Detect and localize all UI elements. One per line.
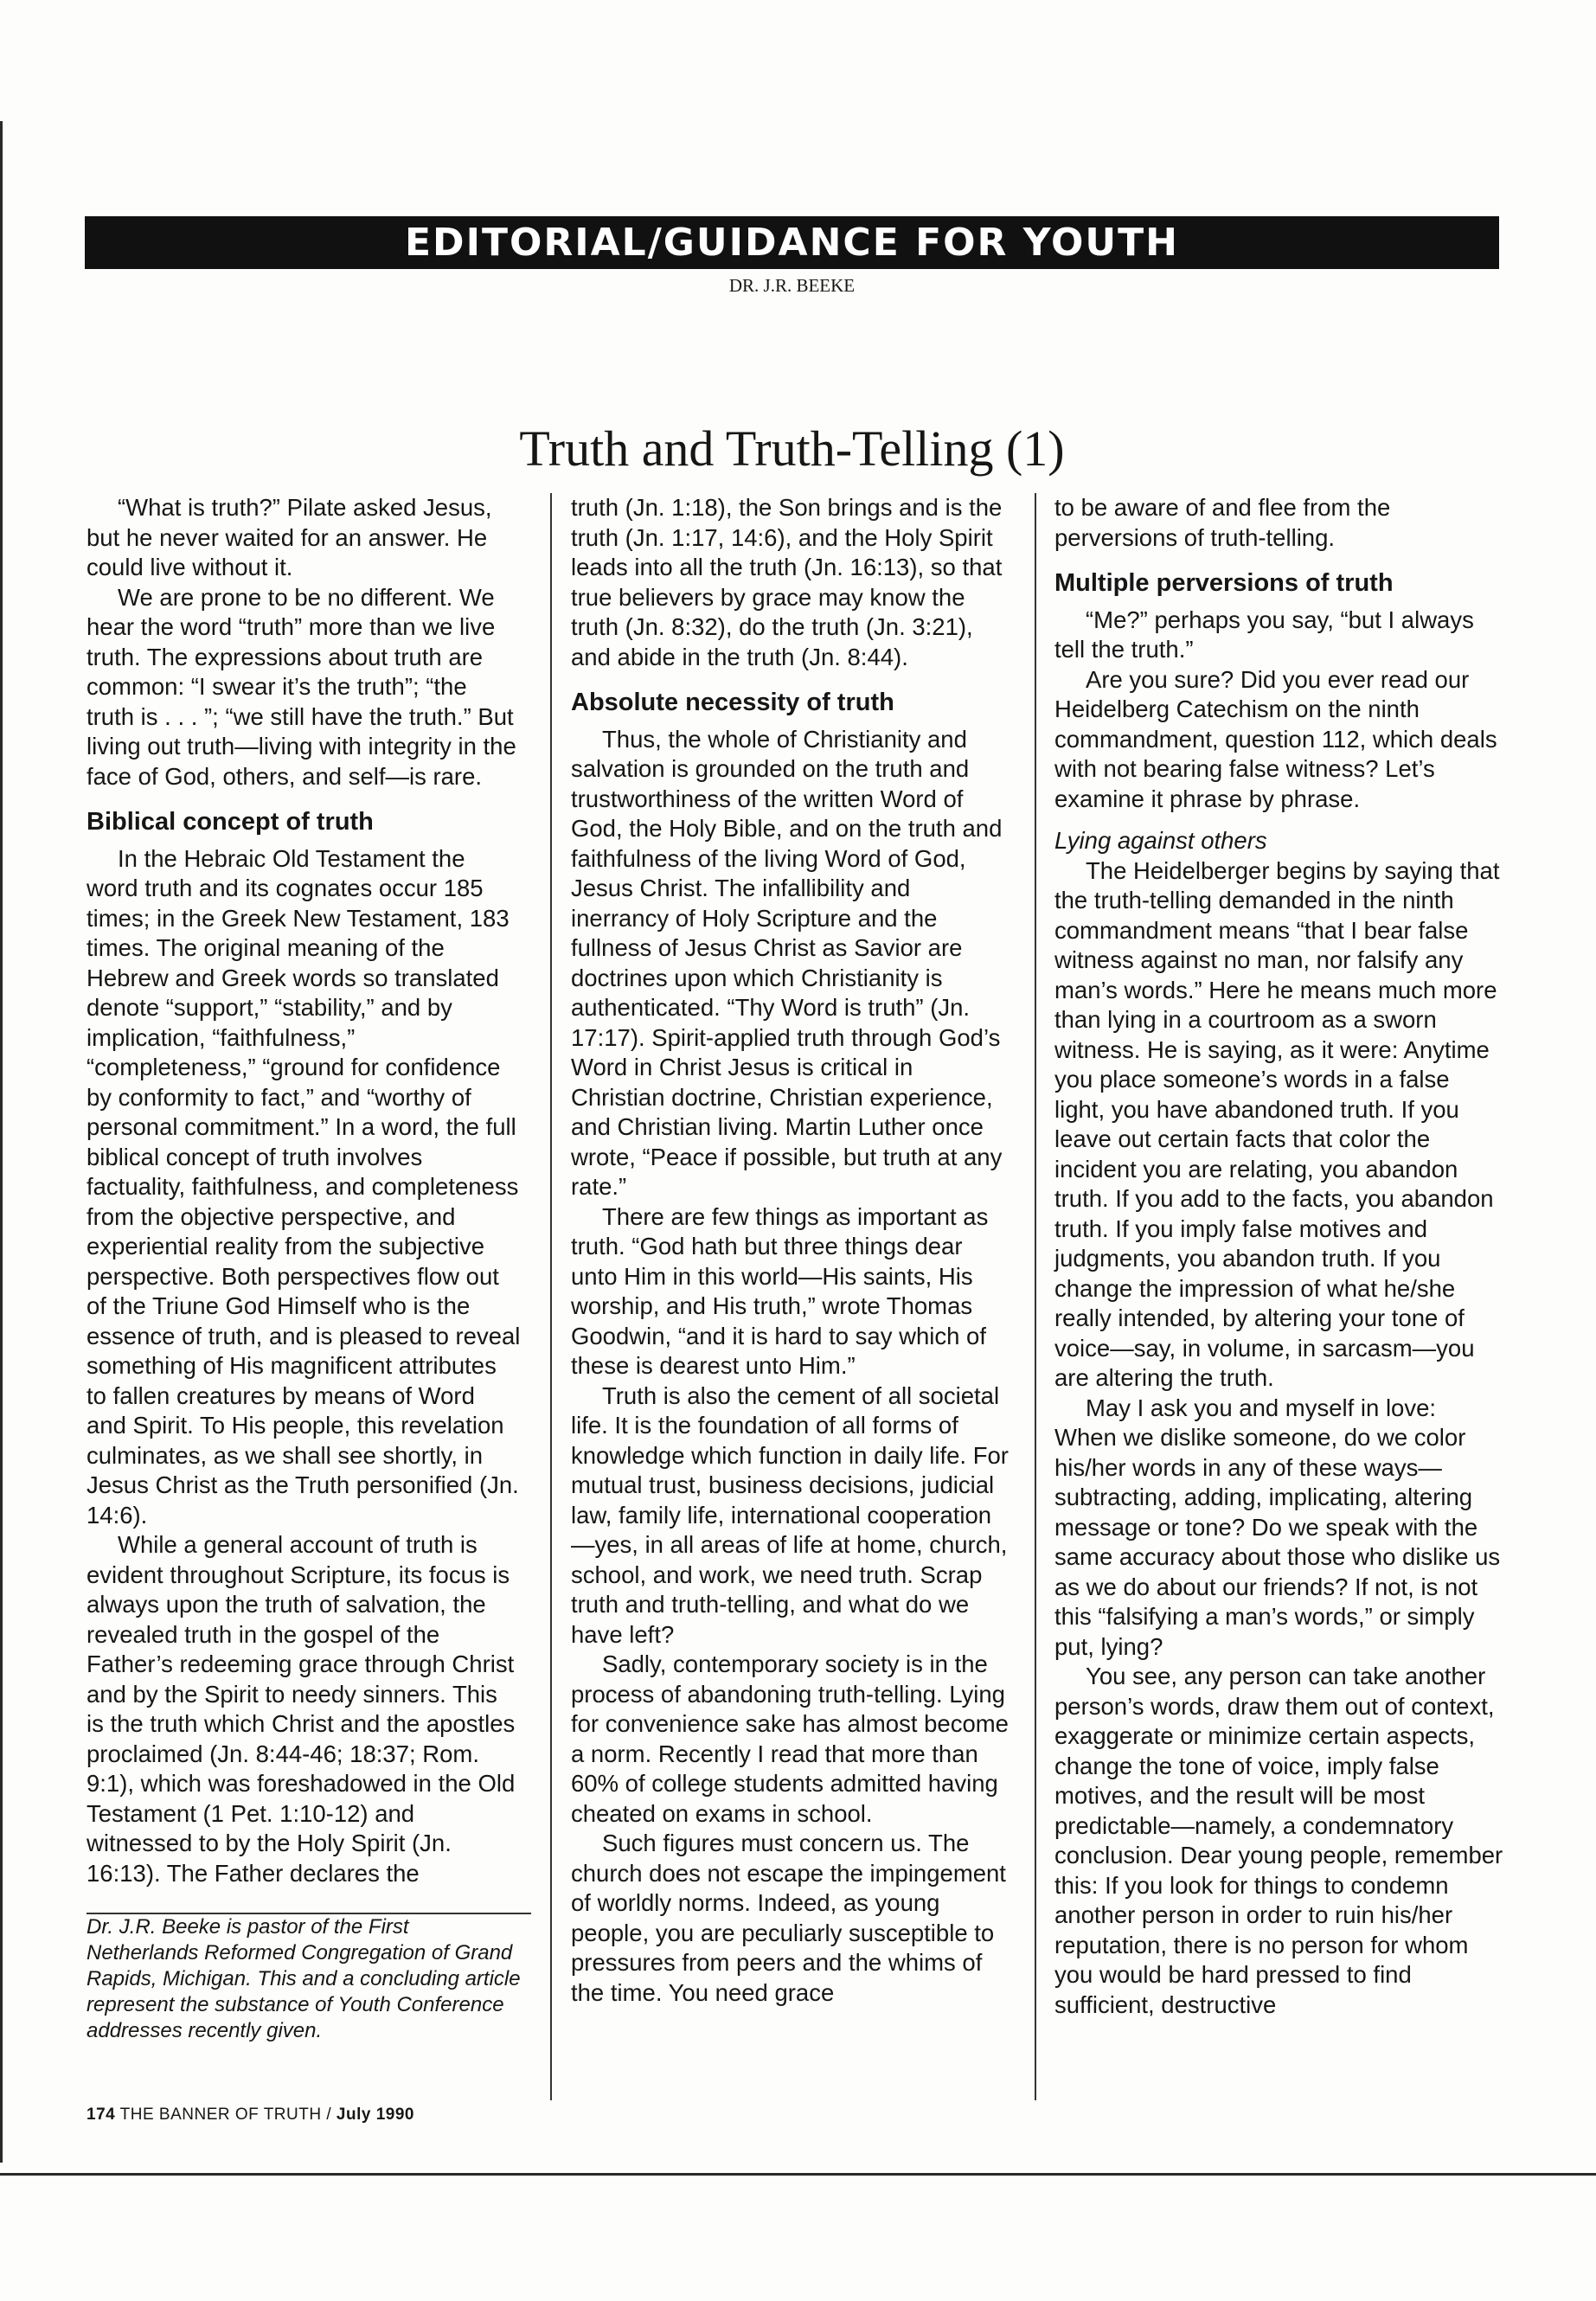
paragraph: Are you sure? Did you ever read our Heidelberg Catechism on the ninth commandment, question 112, which deals with not bearing false witness? Let’s examine it phrase by phrase. — [1054, 665, 1497, 812]
page-edge-bottom — [0, 2173, 1596, 2176]
page-footer — [87, 2106, 414, 2125]
article-column-3 — [1054, 493, 1504, 2020]
section-heading-biblical-concept: Biblical concept of truth — [87, 808, 374, 836]
article-column-2 — [571, 493, 1009, 2008]
paragraph: Sadly, contemporary society is in the process of abandoning truth-telling. Lying for convenience sake has almost become a norm. Recently I read that more than 60% of college students admitted having cheated on exams in school. — [571, 1650, 1009, 1827]
subheading-lying-against-others: Lying against others — [1054, 827, 1267, 854]
article-title: Truth and Truth-Telling (1) — [519, 420, 1065, 477]
paragraph: May I ask you and myself in love: When we dislike someone, do we color his/her words in any of these ways—subtracting, adding, implicating, altering message or tone? Do we speak with the same accuracy about those who dislike us as we do about our friends? If not, is not this “falsifying a man’s words,” or simply put, lying? — [1054, 1394, 1501, 1660]
paragraph: Truth is also the cement of all societal life. It is the foundation of all forms of knowledge which function in daily life. For mutual trust, business decisions, judicial law, family life, international cooperation—yes, in all areas of life at home, church, school, and work, we need truth. Scrap truth and truth-telling, and what do we have left? — [571, 1381, 1009, 1648]
paragraph: Thus, the whole of Christianity and salvation is grounded on the truth and trustworthiness of the written Word of God, the Holy Bible, and on the truth and faithfulness of the living Word of God, Jesus Christ. The infallibility and inerrancy of Holy Scripture and the fullness of Jesus Christ as Savior are doctrines upon which Christianity is authenticated. “Thy Word is truth” (Jn. 17:17). Spirit-applied truth through God’s Word in Christ Jesus is critical in Christian doctrine, Christian experience, and Christian living. Martin Luther once wrote, “Peace if possible, but truth at any rate.” — [571, 725, 1003, 1200]
author-footnote: Dr. J.R. Beeke is pastor of the First Netherlands Reformed Congregation of Grand Rapids, Michigan. This and a concluding article represent the substance of Youth Conference addresses recently given. — [87, 1915, 521, 2042]
paragraph: to be aware of and flee from the perversions of truth-telling. — [1054, 494, 1391, 551]
paragraph: We are prone to be no different. We hear the word “truth” more than we live truth. The expressions about truth are common: “I swear it’s the truth”; “the truth is . . . ”; “we still have the truth.” But living out truth—living with integrity in the face of God, others, and self—is rare. — [87, 583, 516, 790]
paragraph: Such figures must concern us. The church does not escape the impingement of worldly norms. Indeed, as young people, you are peculiarly susceptible to pressures from peers and the whims of the time. You need grace — [571, 1830, 1006, 2006]
paragraph: The Heidelberger begins by saying that the truth-telling demanded in the ninth commandment means “that I bear false witness against no man, nor falsify any man’s words.” Here he means much more than lying in a courtroom as a sworn witness. He is saying, as it were: Anytime you place someone’s words in a false light, you have abandoned truth. If you leave out certain facts that color the incident you are relating, you abandon truth. If you add to the facts, you abandon truth. If you imply false motives and judgments, you abandon truth. If you change the impression of what he/she really intended, by altering your tone of voice—say, in volume, in sarcasm—you are altering the truth. — [1054, 856, 1500, 1391]
column-rule-left — [550, 493, 552, 2100]
section-heading-multiple-perversions: Multiple perversions of truth — [1054, 569, 1394, 597]
section-banner: EDITORIAL/GUIDANCE FOR YOUTH — [85, 216, 1499, 269]
page-edge-left — [0, 121, 3, 2163]
column-rule-right — [1035, 493, 1036, 2100]
paragraph: In the Hebraic Old Testament the word truth and its cognates occur 185 times; in the Greek New Testament, 183 times. The original meaning of the Hebrew and Greek words so translated denote “support,” “stability,” and by implication, “faithfulness,” “completeness,” “ground for confidence by conformity to fact,” and “worthy of personal commitment.” In a word, the full biblical concept of truth involves factuality, faithfulness, and completeness from the objective perspective, and experiential reality from the subjective perspective. Both perspectives flow out of the Triune God Himself who is the essence of truth, and is pleased to reveal something of His magnificent attributes to fallen creatures by means of Word and Spirit. To His people, this revelation culminates, as we shall see shortly, in Jesus Christ as the Truth personified (Jn. 14:6). — [87, 844, 521, 1529]
publication-name: THE BANNER OF TRUTH / — [119, 2106, 332, 2124]
paragraph: While a general account of truth is evident throughout Scripture, its focus is always upon the truth of salvation, the revealed truth in the gospel of the Father’s redeeming grace through Christ and by the Spirit to needy sinners. This is the truth which Christ and the apostles proclaimed (Jn. 8:44-46; 18:37; Rom. 9:1), which was foreshadowed in the Old Testament (1 Pet. 1:10-12) and witnessed to by the Holy Spirit (Jn. 16:13). The Father declares the — [87, 1531, 516, 1887]
article-column-1 — [87, 493, 521, 2044]
paragraph: You see, any person can take another person’s words, draw them out of context, exaggerate or minimize certain aspects, change the tone of voice, imply false motives, and the result will be most predictable—namely, a condemnatory conclusion. Dear young people, remember this: If you look for things to condemn another person in order to ruin his/her reputation, there is no person for whom you would be hard pressed to find sufficient, destructive — [1054, 1663, 1503, 2018]
section-heading-absolute-necessity: Absolute necessity of truth — [571, 689, 894, 716]
page-number: 174 — [87, 2106, 116, 2124]
paragraph: “What is truth?” Pilate asked Jesus, but he never waited for an answer. He could live without it. — [87, 494, 492, 580]
paragraph: “Me?” perhaps you say, “but I always tell the truth.” — [1054, 606, 1474, 663]
paragraph: There are few things as important as truth. “God hath but three things dear unto Him in this world—His saints, His worship, and His truth,” wrote Thomas Goodwin, “and it is hard to say which of these is dearest unto Him.” — [571, 1202, 989, 1379]
paragraph: truth (Jn. 1:18), the Son brings and is the truth (Jn. 1:17, 14:6), and the Holy Spirit leads into all the truth (Jn. 16:13), so that true believers by grace may know the truth (Jn. 8:32), do the truth (Jn. 3:21), and abide in the truth (Jn. 8:44). — [571, 494, 1003, 670]
issue-date: July 1990 — [336, 2106, 414, 2124]
author-byline: DR. J.R. BEEKE — [728, 275, 856, 296]
